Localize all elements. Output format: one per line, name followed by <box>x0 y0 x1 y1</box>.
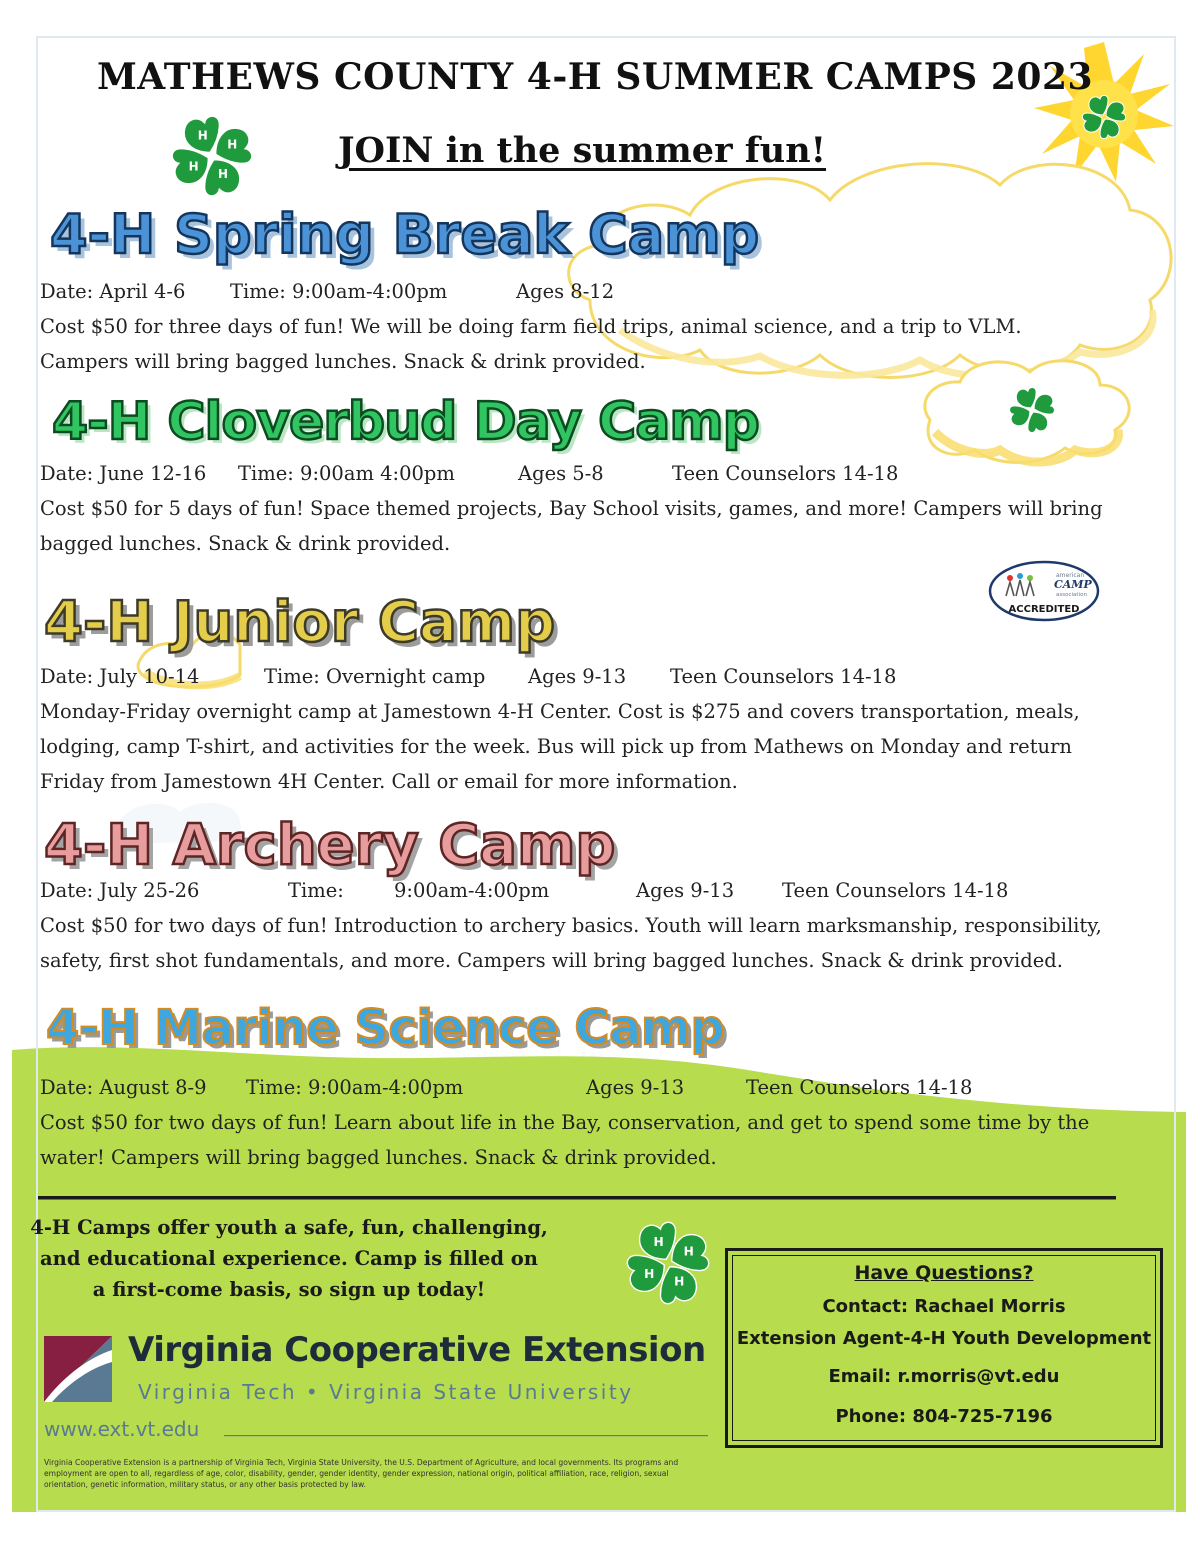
camp-accredited-badge <box>988 560 1100 622</box>
badge-camp: CAMP <box>1054 578 1092 591</box>
badge-accredited: ACCREDITED <box>1008 604 1080 615</box>
camp-time: Time: 9:00am-4:00pm <box>230 280 448 303</box>
camp-ages: Ages 9-13 <box>636 879 735 902</box>
vce-org-name: Virginia Cooperative Extension <box>128 1330 706 1370</box>
camp-heading-junior: 4-H Junior Camp <box>44 590 556 655</box>
tagline-line: a first-come basis, so sign up today! <box>92 1278 486 1301</box>
camp-date: Date: July 10-14 <box>40 665 200 688</box>
camp-ages: Ages 9-13 <box>586 1076 685 1099</box>
camp-counselors: Teen Counselors 14-18 <box>672 462 899 485</box>
camp-heading-spring-break: 4-H Spring Break Camp <box>50 203 760 266</box>
camp-date: Date: July 25-26 <box>40 879 200 902</box>
vce-universities: Virginia Tech • Virginia State University <box>138 1380 634 1404</box>
camp-time: Time: 9:00am 4:00pm <box>238 462 455 485</box>
tagline-line: 4-H Camps offer youth a safe, fun, challenging, <box>30 1216 548 1239</box>
page-title: MATHEWS COUNTY 4-H SUMMER CAMPS 2023 <box>96 56 1094 98</box>
camp-heading-cloverbud: 4-H Cloverbud Day Camp <box>52 392 759 452</box>
camp-date: Date: August 8-9 <box>40 1076 207 1099</box>
camp-heading-archery: 4-H Archery Camp <box>44 813 616 878</box>
camp-description-line: Cost $50 for two days of fun! Learn about life in the Bay, conservation, and get to spend some time by the <box>40 1111 1090 1134</box>
camp-time: Time: Overnight camp <box>264 665 486 688</box>
tagline-line: and educational experience. Camp is filled on <box>40 1247 538 1270</box>
contact-email[interactable]: Email: r.morris@vt.edu <box>828 1366 1060 1387</box>
camp-description-line: lodging, camp T-shirt, and activities for the week. Bus will pick up from Mathews on Monday and return <box>40 735 1072 758</box>
clover-letter: H <box>644 1267 655 1282</box>
camp-date: Date: April 4-6 <box>40 280 186 303</box>
camp-time-label: Time: <box>288 879 344 902</box>
camp-description-line: water! Campers will bring bagged lunches. Snack & drink provided. <box>40 1146 717 1169</box>
camp-ages: Ages 9-13 <box>528 665 627 688</box>
vce-url-link[interactable]: www.ext.vt.edu <box>44 1417 200 1441</box>
clover-logo-sun <box>1078 92 1130 142</box>
vce-disclaimer: Virginia Cooperative Extension is a partnership of Virginia Tech, Virginia State University, the U.S. Department of Agriculture, and local governments. Its programs and employment are open to all, regardless of age, color, disability, gender, gender identity, gender expression, national origin, political affiliation, race, religion, sexual orientation, genetic information, military status, or any other basis protected by law. <box>44 1458 679 1489</box>
camp-time: 9:00am-4:00pm <box>394 879 550 902</box>
contact-role: Extension Agent-4-H Youth Development <box>736 1328 1152 1349</box>
clover-logo-small-cloud <box>1004 384 1060 436</box>
camp-description-line: safety, first shot fundamentals, and more. Campers will bring bagged lunches. Snack & drink provided. <box>40 949 1063 972</box>
camp-description-line: Cost $50 for 5 days of fun! Space themed projects, Bay School visits, games, and more! Campers will bring <box>40 497 1103 520</box>
camp-description-line: Cost $50 for three days of fun! We will be doing farm field trips, animal science, and a trip to VLM. <box>40 315 1022 338</box>
clover-letter: H <box>674 1274 685 1289</box>
camp-ages: Ages 8-12 <box>516 280 615 303</box>
camp-description-line: Cost $50 for two days of fun! Introduction to archery basics. Youth will learn marksmanship, responsibility, <box>40 914 1102 937</box>
contact-box <box>725 1248 1163 1448</box>
camp-time: Time: 9:00am-4:00pm <box>246 1076 464 1099</box>
contact-box-inner <box>732 1255 1156 1441</box>
camp-heading-marine-science: 4-H Marine Science Camp <box>46 1000 725 1056</box>
contact-name: Contact: Rachael Morris <box>822 1296 1066 1317</box>
contact-phone[interactable]: Phone: 804-725-7196 <box>835 1406 1053 1427</box>
camp-counselors: Teen Counselors 14-18 <box>670 665 897 688</box>
camp-date: Date: June 12-16 <box>40 462 207 485</box>
camp-description-line: Friday from Jamestown 4H Center. Call or email for more information. <box>40 770 738 793</box>
camp-counselors: Teen Counselors 14-18 <box>746 1076 973 1099</box>
contact-heading: Have Questions? <box>854 1262 1034 1284</box>
camp-description-line: bagged lunches. Snack & drink provided. <box>40 532 451 555</box>
camp-counselors: Teen Counselors 14-18 <box>782 879 1009 902</box>
clover-logo-bottom <box>618 1216 718 1310</box>
vce-logo-icon <box>44 1336 112 1402</box>
tagline <box>24 1212 554 1305</box>
clover-letter: H <box>218 167 229 182</box>
clover-letter: H <box>653 1235 664 1250</box>
clover-letter: H <box>227 137 238 152</box>
camp-ages: Ages 5-8 <box>518 462 604 485</box>
page-subtitle: JOIN in the summer fun! <box>338 130 827 171</box>
clover-letter: H <box>683 1244 694 1259</box>
clover-letter: H <box>197 128 208 143</box>
clover-logo-top-left <box>163 110 261 202</box>
badge-american: american <box>1056 572 1085 579</box>
clover-letter: H <box>188 159 199 174</box>
camp-description-line: Campers will bring bagged lunches. Snack & drink provided. <box>40 350 646 373</box>
badge-association: association <box>1056 592 1087 598</box>
camp-description-line: Monday-Friday overnight camp at Jamestown 4-H Center. Cost is $275 and covers transportation, meals, <box>40 700 1080 723</box>
